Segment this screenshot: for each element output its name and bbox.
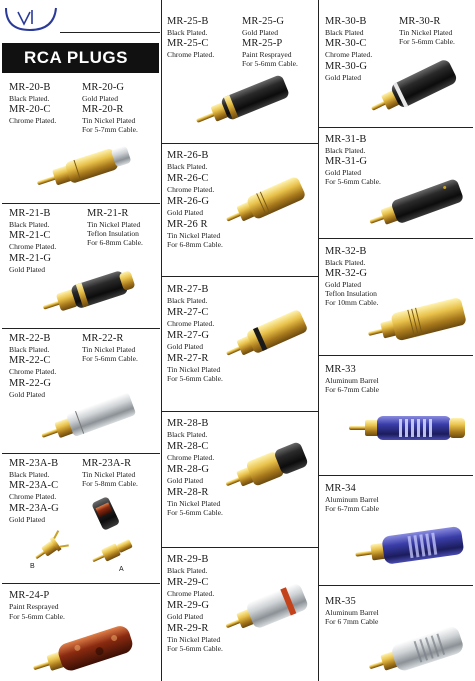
rca-plug-image [365, 178, 469, 232]
product-finish: Tin Nickel Plated [167, 635, 221, 644]
product-mr-21 [9, 208, 159, 326]
product-code: MR-28-G [167, 464, 210, 475]
product-finish: Gold Plated [167, 612, 204, 621]
row-divider [319, 585, 473, 586]
product-code: MR-26 R [167, 219, 208, 230]
insulation: Teflon Insulation [325, 289, 377, 298]
product-code: MR-32-B [325, 246, 367, 257]
product-finish: Gold Plated [9, 515, 46, 524]
product-finish: Black Plated. [325, 146, 366, 155]
product-finish: Chrome Plated. [167, 50, 215, 59]
product-mr-35 [325, 596, 473, 680]
product-code: MR-23A-G [9, 503, 59, 514]
product-finish: Gold Plated [9, 265, 46, 274]
product-code: MR-20-B [9, 82, 51, 93]
product-finish: Chrome Plated. [167, 589, 215, 598]
row-divider [319, 127, 473, 128]
product-code: MR-34 [325, 483, 356, 494]
brand-logo [2, 2, 62, 34]
product-mr-26 [167, 150, 317, 274]
product-mr-20 [9, 82, 159, 200]
product-finish: Gold Plated [167, 342, 204, 351]
rca-plug-part-a-image [89, 534, 137, 570]
product-finish: Gold Plated [325, 280, 362, 289]
row-divider [319, 355, 473, 356]
product-mr-27 [167, 284, 317, 408]
product-code: MR-21-R [87, 208, 129, 219]
cable-size: For 6-7mm Cable [325, 385, 379, 394]
product-code: MR-27-R [167, 353, 209, 364]
row-divider [2, 583, 160, 584]
product-finish: Tin Nickel Plated [167, 365, 221, 374]
cable-size: For 6-7mm Cable [325, 504, 379, 513]
product-finish: Tin Nickel Plated [82, 116, 136, 125]
header-rule [60, 32, 160, 33]
product-mr-33 [325, 364, 473, 472]
product-code: MR-32-G [325, 268, 368, 279]
row-divider [162, 411, 318, 412]
product-code: MR-30-R [399, 16, 441, 27]
product-mr-31 [325, 134, 473, 236]
product-code: MR-30-B [325, 16, 367, 27]
rca-plug-image [33, 142, 137, 194]
row-divider [2, 453, 160, 454]
cable-size: For 6 7mm Cable [325, 617, 379, 626]
cable-size: For 5-6mm Cable. [325, 177, 381, 186]
part-label-b: B [30, 563, 35, 570]
product-finish: Tin Nickel Plated [167, 231, 221, 240]
product-code: MR-22-R [82, 333, 124, 344]
product-code: MR-27-C [167, 307, 209, 318]
product-code: MR-21-G [9, 253, 52, 264]
product-finish: Chrome Plated. [9, 367, 57, 376]
product-mr-22 [9, 333, 159, 451]
product-code: MR-20-C [9, 104, 51, 115]
product-finish: Tin Nickel Plated [167, 499, 221, 508]
cable-size: For 5-6mm Cable. [9, 612, 65, 621]
product-finish: Chrome Plated. [9, 116, 57, 125]
cable-size: For 6-8mm Cable. [87, 238, 143, 247]
product-code: MR-24-P [9, 590, 50, 601]
product-finish: Chrome Plated. [9, 242, 57, 251]
product-finish: Black Plated. [9, 94, 50, 103]
product-mr-29 [167, 554, 317, 680]
product-code: MR-21-B [9, 208, 51, 219]
product-finish: Black Plated. [9, 345, 50, 354]
cable-size: For 5-6mm Cable. [82, 354, 138, 363]
product-finish: Chrome Plated. [167, 185, 215, 194]
rca-plug-image [365, 60, 465, 116]
product-code: MR-22-G [9, 378, 52, 389]
product-code: MR-23A-R [82, 458, 132, 469]
product-mr-24 [9, 590, 159, 680]
cable-size: For 5-6mm Cable. [167, 508, 223, 517]
product-code: MR-21-C [9, 230, 51, 241]
product-mr-32 [325, 246, 473, 352]
product-code: MR-23A-B [9, 458, 59, 469]
rca-plug-part-b-image [31, 528, 71, 568]
product-finish: Tin Nickel Plated [82, 345, 136, 354]
product-code: MR-20-G [82, 82, 125, 93]
product-finish: Black Plated. [167, 430, 208, 439]
product-code: MR-33 [325, 364, 356, 375]
product-code: MR-35 [325, 596, 356, 607]
product-finish: Chrome Plated. [9, 492, 57, 501]
row-divider [162, 143, 318, 144]
product-finish: Gold Plated [9, 390, 46, 399]
product-code: MR-29-C [167, 577, 209, 588]
rca-plug-image [221, 176, 313, 228]
product-finish: Paint Resprayed [9, 602, 59, 611]
row-divider [319, 475, 473, 476]
product-finish: Black Plated. [167, 566, 208, 575]
part-label-a: A [119, 566, 124, 573]
product-finish: Gold Plated [242, 28, 279, 37]
rca-plug-image [37, 393, 141, 445]
product-finish: Black Plated. [9, 220, 50, 229]
product-finish: Black Plated. [325, 258, 366, 267]
cable-size: For 5-8mm Cable. [82, 479, 138, 488]
row-divider [2, 328, 160, 329]
rca-plug-image [221, 582, 313, 638]
product-finish: Paint Resprayed [242, 50, 292, 59]
cable-size: For 10mm Cable. [325, 298, 379, 307]
product-finish: Tin Nickel Plated [399, 28, 453, 37]
product-code: MR-31-B [325, 134, 367, 145]
insulation: Teflon Insulation [87, 229, 139, 238]
product-code: MR-26-B [167, 150, 209, 161]
product-code: MR-30-G [325, 61, 368, 72]
product-code: MR-22-C [9, 355, 51, 366]
product-finish: Chrome Plated. [167, 319, 215, 328]
product-finish: Aluminum Barrel [325, 608, 379, 617]
product-code: MR-23A-C [9, 480, 59, 491]
product-finish: Tin Nickel Plated [87, 220, 141, 229]
product-finish: Aluminum Barrel [325, 376, 379, 385]
rca-plug-image [221, 440, 313, 496]
product-code: MR-31-G [325, 156, 368, 167]
product-code: MR-28-C [167, 441, 209, 452]
cable-size: For 6-8mm Cable. [167, 240, 223, 249]
page-title: RCA PLUGS [2, 43, 159, 73]
column-divider [318, 0, 319, 681]
product-finish: Gold Plated [167, 208, 204, 217]
product-finish: Black Plated [325, 28, 364, 37]
product-finish: Gold Plated [82, 94, 119, 103]
product-finish: Gold Plated [325, 168, 362, 177]
cable-size: For 5-6mm Cable. [167, 374, 223, 383]
product-mr-28 [167, 418, 317, 544]
product-code: MR-29-B [167, 554, 209, 565]
product-code: MR-28-B [167, 418, 209, 429]
row-divider [162, 276, 318, 277]
row-divider [319, 238, 473, 239]
cable-size: For 5-6mm Cable. [167, 644, 223, 653]
rca-plug-image [365, 626, 469, 678]
product-mr-25 [167, 16, 317, 141]
rca-plug-image [221, 310, 313, 362]
product-finish: Chrome Plated. [325, 50, 373, 59]
rca-plug-image [347, 408, 469, 448]
product-mr-30 [325, 16, 473, 126]
product-code: MR-26-G [167, 196, 210, 207]
product-code: MR-28-R [167, 487, 209, 498]
rca-plug-image [29, 626, 139, 678]
product-code: MR-27-B [167, 284, 209, 295]
rca-plug-image [353, 523, 469, 571]
product-code: MR-25-G [242, 16, 285, 27]
product-finish: Black Plated. [167, 28, 208, 37]
product-code: MR-27-G [167, 330, 210, 341]
row-divider [162, 547, 318, 548]
product-finish: Gold Plated [167, 476, 204, 485]
product-code: MR-26-C [167, 173, 209, 184]
product-code: MR-20-R [82, 104, 124, 115]
product-finish: Black Plated. [9, 470, 50, 479]
rca-plug-image [39, 266, 139, 320]
product-code: MR-25-B [167, 16, 209, 27]
rca-plug-shell-image [89, 492, 125, 536]
product-mr-34 [325, 483, 473, 583]
cable-size: For 5-6mm Cable. [242, 59, 298, 68]
product-finish: Gold Plated [325, 73, 362, 82]
product-code: MR-25-C [167, 38, 209, 49]
product-code: MR-30-C [325, 38, 367, 49]
product-finish: Chrome Plated. [167, 453, 215, 462]
column-divider [161, 0, 162, 681]
product-finish: Black Plated. [167, 296, 208, 305]
product-finish: Tin Nickel Plated [82, 470, 136, 479]
product-code: MR-22-B [9, 333, 51, 344]
rca-plug-image [191, 74, 297, 130]
row-divider [2, 203, 160, 204]
product-mr-23a [9, 458, 159, 581]
product-finish: Aluminum Barrel [325, 495, 379, 504]
cable-size: For 5-6mm Cable. [399, 37, 455, 46]
rca-plug-image [365, 296, 469, 348]
product-code: MR-29-G [167, 600, 210, 611]
product-finish: Black Plated. [167, 162, 208, 171]
product-code: MR-29-R [167, 623, 209, 634]
cable-size: For 5-7mm Cable. [82, 125, 138, 134]
product-code: MR-25-P [242, 38, 283, 49]
